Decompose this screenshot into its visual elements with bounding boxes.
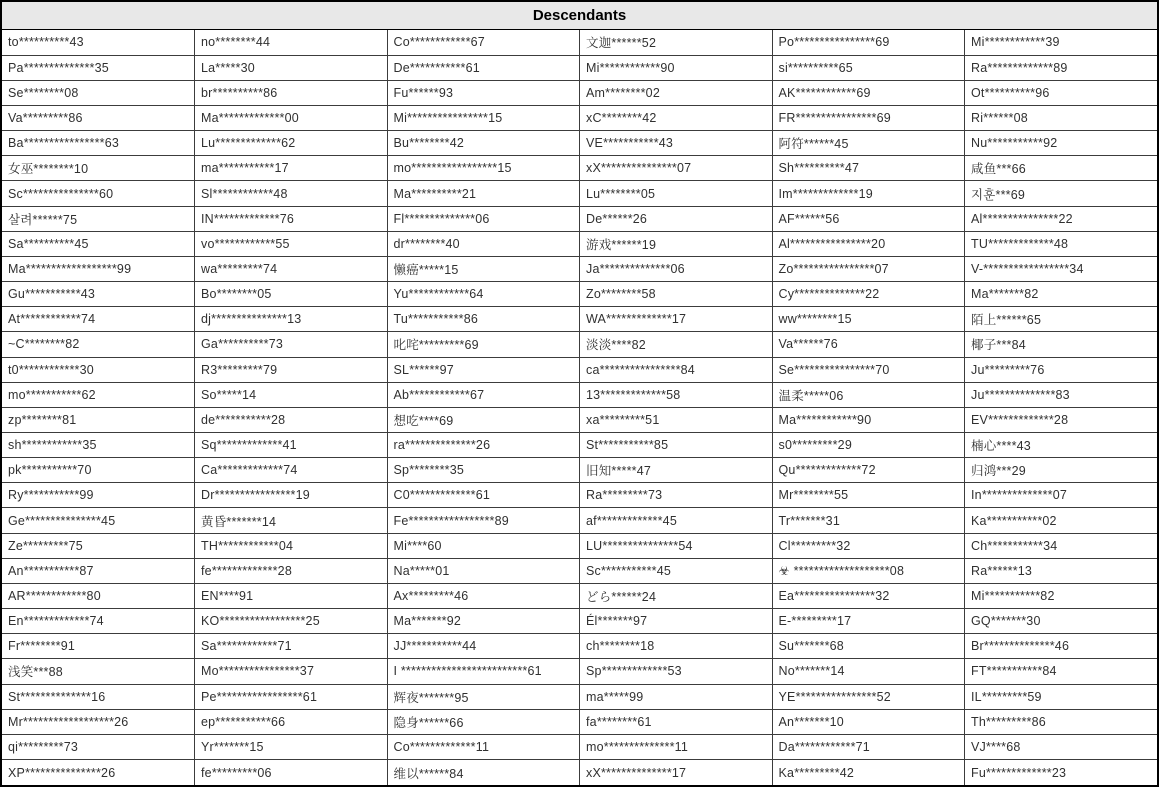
descendants-table-body <box>2 30 1157 785</box>
masked-username-cell: 游戏******19 <box>580 231 773 256</box>
masked-username-cell: Ja**************06 <box>580 256 773 281</box>
masked-username-cell: KO*****************25 <box>195 609 388 634</box>
masked-username-cell: I *************************61 <box>387 659 580 684</box>
masked-username-cell: TH************04 <box>195 533 388 558</box>
masked-username-cell: mo***********62 <box>2 382 195 407</box>
masked-username-cell: Mi************90 <box>580 55 773 80</box>
masked-username-cell: Ot**********96 <box>965 80 1158 105</box>
masked-username-cell: Ch***********34 <box>965 533 1158 558</box>
masked-username-cell: Ze*********75 <box>2 533 195 558</box>
masked-username-cell: to**********43 <box>2 30 195 55</box>
descendants-table <box>2 30 1157 785</box>
masked-username-cell: Ma******************99 <box>2 256 195 281</box>
masked-username-cell: Qu*************72 <box>772 458 965 483</box>
masked-username-cell: ☣ *******************08 <box>772 558 965 583</box>
table-row <box>2 609 1157 634</box>
masked-username-cell: Ga**********73 <box>195 332 388 357</box>
masked-username-cell: t0************30 <box>2 357 195 382</box>
table-row <box>2 659 1157 684</box>
masked-username-cell: Sa**********45 <box>2 231 195 256</box>
masked-username-cell: xa*********51 <box>580 407 773 432</box>
masked-username-cell: FR****************69 <box>772 105 965 130</box>
masked-username-cell: Zo********58 <box>580 282 773 307</box>
table-row <box>2 282 1157 307</box>
masked-username-cell: Yu************64 <box>387 282 580 307</box>
masked-username-cell: mo**************11 <box>580 734 773 759</box>
masked-username-cell: An*******10 <box>772 709 965 734</box>
masked-username-cell: Ri******08 <box>965 105 1158 130</box>
masked-username-cell: ep***********66 <box>195 709 388 734</box>
masked-username-cell: Ba****************63 <box>2 131 195 156</box>
masked-username-cell: Ax*********46 <box>387 583 580 608</box>
masked-username-cell: no********44 <box>195 30 388 55</box>
masked-username-cell: VE***********43 <box>580 131 773 156</box>
masked-username-cell: Mi***********82 <box>965 583 1158 608</box>
masked-username-cell: qi*********73 <box>2 734 195 759</box>
masked-username-cell: SL******97 <box>387 357 580 382</box>
table-row <box>2 533 1157 558</box>
masked-username-cell: 辉夜*******95 <box>387 684 580 709</box>
masked-username-cell: Dr****************19 <box>195 483 388 508</box>
masked-username-cell: pk***********70 <box>2 458 195 483</box>
masked-username-cell: af*************45 <box>580 508 773 533</box>
masked-username-cell: V-*****************34 <box>965 256 1158 281</box>
masked-username-cell: Tu***********86 <box>387 307 580 332</box>
masked-username-cell: ww********15 <box>772 307 965 332</box>
masked-username-cell: VJ****68 <box>965 734 1158 759</box>
masked-username-cell: Pa**************35 <box>2 55 195 80</box>
masked-username-cell: Cy**************22 <box>772 282 965 307</box>
masked-username-cell: Ry***********99 <box>2 483 195 508</box>
masked-username-cell: Gu***********43 <box>2 282 195 307</box>
masked-username-cell: In**************07 <box>965 483 1158 508</box>
table-row <box>2 508 1157 533</box>
masked-username-cell: R3*********79 <box>195 357 388 382</box>
masked-username-cell: TU*************48 <box>965 231 1158 256</box>
masked-username-cell: Th*********86 <box>965 709 1158 734</box>
masked-username-cell: どら******24 <box>580 583 773 608</box>
masked-username-cell: Al****************20 <box>772 231 965 256</box>
masked-username-cell: Cl*********32 <box>772 533 965 558</box>
masked-username-cell: Ma**********21 <box>387 181 580 206</box>
masked-username-cell: de***********28 <box>195 407 388 432</box>
masked-username-cell: 隐身******66 <box>387 709 580 734</box>
masked-username-cell: 想吃****69 <box>387 407 580 432</box>
masked-username-cell: Sp*************53 <box>580 659 773 684</box>
masked-username-cell: Sl************48 <box>195 181 388 206</box>
masked-username-cell: Ca*************74 <box>195 458 388 483</box>
masked-username-cell: 叱咤*********69 <box>387 332 580 357</box>
masked-username-cell: FT***********84 <box>965 659 1158 684</box>
table-row <box>2 30 1157 55</box>
masked-username-cell: De******26 <box>580 206 773 231</box>
table-row <box>2 55 1157 80</box>
masked-username-cell: Lu*************62 <box>195 131 388 156</box>
masked-username-cell: ra**************26 <box>387 433 580 458</box>
masked-username-cell: dj***************13 <box>195 307 388 332</box>
masked-username-cell: 黄昏*******14 <box>195 508 388 533</box>
masked-username-cell: WA*************17 <box>580 307 773 332</box>
table-row <box>2 760 1157 785</box>
masked-username-cell: Lu********05 <box>580 181 773 206</box>
masked-username-cell: E-*********17 <box>772 609 965 634</box>
table-row <box>2 407 1157 432</box>
masked-username-cell: Tr*******31 <box>772 508 965 533</box>
masked-username-cell: Co************67 <box>387 30 580 55</box>
masked-username-cell: ma*****99 <box>580 684 773 709</box>
masked-username-cell: ch********18 <box>580 634 773 659</box>
masked-username-cell: Da************71 <box>772 734 965 759</box>
table-row <box>2 357 1157 382</box>
masked-username-cell: zp********81 <box>2 407 195 432</box>
table-row <box>2 256 1157 281</box>
masked-username-cell: dr********40 <box>387 231 580 256</box>
masked-username-cell: Ra*********73 <box>580 483 773 508</box>
masked-username-cell: C0*************61 <box>387 483 580 508</box>
masked-username-cell: Mr********55 <box>772 483 965 508</box>
masked-username-cell: Ea****************32 <box>772 583 965 608</box>
masked-username-cell: De***********61 <box>387 55 580 80</box>
masked-username-cell: 살려******75 <box>2 206 195 231</box>
masked-username-cell: YE****************52 <box>772 684 965 709</box>
masked-username-cell: ma***********17 <box>195 156 388 181</box>
masked-username-cell: 维以******84 <box>387 760 580 785</box>
masked-username-cell: AR************80 <box>2 583 195 608</box>
masked-username-cell: Yr*******15 <box>195 734 388 759</box>
masked-username-cell: Mo****************37 <box>195 659 388 684</box>
masked-username-cell: Ka*********42 <box>772 760 965 785</box>
masked-username-cell: 浅笑***88 <box>2 659 195 684</box>
masked-username-cell: Im*************19 <box>772 181 965 206</box>
masked-username-cell: Ge***************45 <box>2 508 195 533</box>
masked-username-cell: 懒癌*****15 <box>387 256 580 281</box>
table-row <box>2 483 1157 508</box>
masked-username-cell: fe*********06 <box>195 760 388 785</box>
masked-username-cell: Fu*************23 <box>971 765 1067 780</box>
table-row <box>2 131 1157 156</box>
table-row <box>2 105 1157 130</box>
masked-username-cell: No*******14 <box>772 659 965 684</box>
masked-username-cell: 文迦******52 <box>580 30 773 55</box>
masked-username-cell: Ma*******92 <box>387 609 580 634</box>
masked-username-cell: XP***************26 <box>2 760 195 785</box>
masked-username-cell: si**********65 <box>772 55 965 80</box>
masked-username-cell: Ma*************00 <box>195 105 388 130</box>
masked-username-cell: Fu******93 <box>387 80 580 105</box>
masked-username-cell: Fe*****************89 <box>387 508 580 533</box>
masked-username-cell: La*****30 <box>195 55 388 80</box>
masked-username-cell: Fl**************06 <box>387 206 580 231</box>
table-row <box>2 156 1157 181</box>
masked-username-cell: Ma*******82 <box>965 282 1158 307</box>
masked-username-cell: Sh**********47 <box>772 156 965 181</box>
masked-username-cell: Am********02 <box>580 80 773 105</box>
masked-username-cell: IN*************76 <box>195 206 388 231</box>
masked-username-cell: xX**************17 <box>580 760 773 785</box>
masked-username-cell: Ju**************83 <box>965 382 1158 407</box>
masked-username-cell: Bo********05 <box>195 282 388 307</box>
masked-username-cell: Po****************69 <box>772 30 965 55</box>
table-row <box>2 206 1157 231</box>
masked-username-cell: Zo****************07 <box>772 256 965 281</box>
table-row <box>2 80 1157 105</box>
table-row <box>2 382 1157 407</box>
masked-username-cell: 归鸿***29 <box>965 458 1158 483</box>
table-row <box>2 684 1157 709</box>
masked-username-cell: Mi****60 <box>387 533 580 558</box>
masked-username-cell: ca****************84 <box>580 357 773 382</box>
masked-username-cell: wa*********74 <box>195 256 388 281</box>
table-row <box>2 181 1157 206</box>
masked-username-cell: fe*************28 <box>195 558 388 583</box>
masked-username-cell: EV*************28 <box>965 407 1158 432</box>
table-row <box>2 734 1157 759</box>
masked-username-cell: AK************69 <box>772 80 965 105</box>
masked-username-cell: 椰子***84 <box>965 332 1158 357</box>
masked-username-cell: Mr******************26 <box>2 709 195 734</box>
masked-username-cell: 旧知*****47 <box>580 458 773 483</box>
masked-username-cell: Pe*****************61 <box>195 684 388 709</box>
masked-username-cell: xC********42 <box>580 105 773 130</box>
page-title: Descendants <box>2 2 1157 30</box>
masked-username-cell: 淡淡****82 <box>580 332 773 357</box>
masked-username-cell: St**************16 <box>2 684 195 709</box>
masked-username-cell: So*****14 <box>195 382 388 407</box>
masked-username-cell: fa********61 <box>580 709 773 734</box>
masked-username-cell: Ra******13 <box>965 558 1158 583</box>
masked-username-cell: IL*********59 <box>965 684 1158 709</box>
masked-username-cell: Al***************22 <box>965 206 1158 231</box>
masked-username-cell: Bu********42 <box>387 131 580 156</box>
masked-username-cell: Ab************67 <box>387 382 580 407</box>
masked-username-cell: Ju*********76 <box>965 357 1158 382</box>
masked-username-cell: 温柔*****06 <box>772 382 965 407</box>
masked-username-cell: GQ*******30 <box>965 609 1158 634</box>
masked-username-cell: Ka***********02 <box>965 508 1158 533</box>
table-row <box>2 709 1157 734</box>
masked-username-cell: s0*********29 <box>772 433 965 458</box>
masked-username-cell: Fr********91 <box>2 634 195 659</box>
masked-username-cell: Nu***********92 <box>965 131 1158 156</box>
masked-username-cell: Su*******68 <box>772 634 965 659</box>
masked-username-cell: Va******76 <box>772 332 965 357</box>
table-row <box>2 583 1157 608</box>
masked-username-cell: 陌上******65 <box>965 307 1158 332</box>
masked-username-cell: LU***************54 <box>580 533 773 558</box>
masked-username-cell: Mi************39 <box>965 30 1158 55</box>
masked-username-cell: br**********86 <box>195 80 388 105</box>
masked-username-cell: ~C********82 <box>2 332 195 357</box>
masked-username-cell: Ma************90 <box>772 407 965 432</box>
masked-username-cell: mo*****************15 <box>387 156 580 181</box>
masked-username-cell: Sc***************60 <box>2 181 195 206</box>
masked-username-cell: Sc***********45 <box>580 558 773 583</box>
masked-username-cell: 楠心****43 <box>965 433 1158 458</box>
table-row <box>2 558 1157 583</box>
masked-username-cell: At************74 <box>2 307 195 332</box>
masked-username-cell: Co*************11 <box>387 734 580 759</box>
masked-username-cell: xX***************07 <box>580 156 773 181</box>
masked-username-cell: 阿符******45 <box>772 131 965 156</box>
masked-username-cell: JJ***********44 <box>387 634 580 659</box>
table-row <box>2 433 1157 458</box>
masked-username-cell: Br**************46 <box>965 634 1158 659</box>
masked-username-cell: 13*************58 <box>580 382 773 407</box>
masked-username-cell: EN****91 <box>195 583 388 608</box>
masked-username-cell: vo************55 <box>195 231 388 256</box>
masked-username-cell: Na*****01 <box>387 558 580 583</box>
masked-username-cell: St***********85 <box>580 433 773 458</box>
masked-username-cell: Sq*************41 <box>195 433 388 458</box>
masked-username-cell: En*************74 <box>2 609 195 634</box>
masked-username-cell: Mi****************15 <box>387 105 580 130</box>
masked-username-cell: sh************35 <box>2 433 195 458</box>
masked-username-cell: Va*********86 <box>2 105 195 130</box>
table-row <box>2 458 1157 483</box>
masked-username-cell: Sa************71 <box>195 634 388 659</box>
table-row <box>2 307 1157 332</box>
table-row <box>2 231 1157 256</box>
table-row <box>2 332 1157 357</box>
masked-username-cell: An***********87 <box>2 558 195 583</box>
masked-username-cell: Él*******97 <box>580 609 773 634</box>
masked-username-cell: Sp********35 <box>387 458 580 483</box>
masked-username-cell: Se********08 <box>2 80 195 105</box>
masked-username-cell: Ra*************89 <box>965 55 1158 80</box>
masked-username-cell: 女巫********10 <box>2 156 195 181</box>
masked-username-cell: AF******56 <box>772 206 965 231</box>
table-row <box>2 634 1157 659</box>
masked-username-cell: 지훈***69 <box>965 181 1158 206</box>
masked-username-cell: Se****************70 <box>772 357 965 382</box>
masked-username-cell: 咸鱼***66 <box>965 156 1158 181</box>
